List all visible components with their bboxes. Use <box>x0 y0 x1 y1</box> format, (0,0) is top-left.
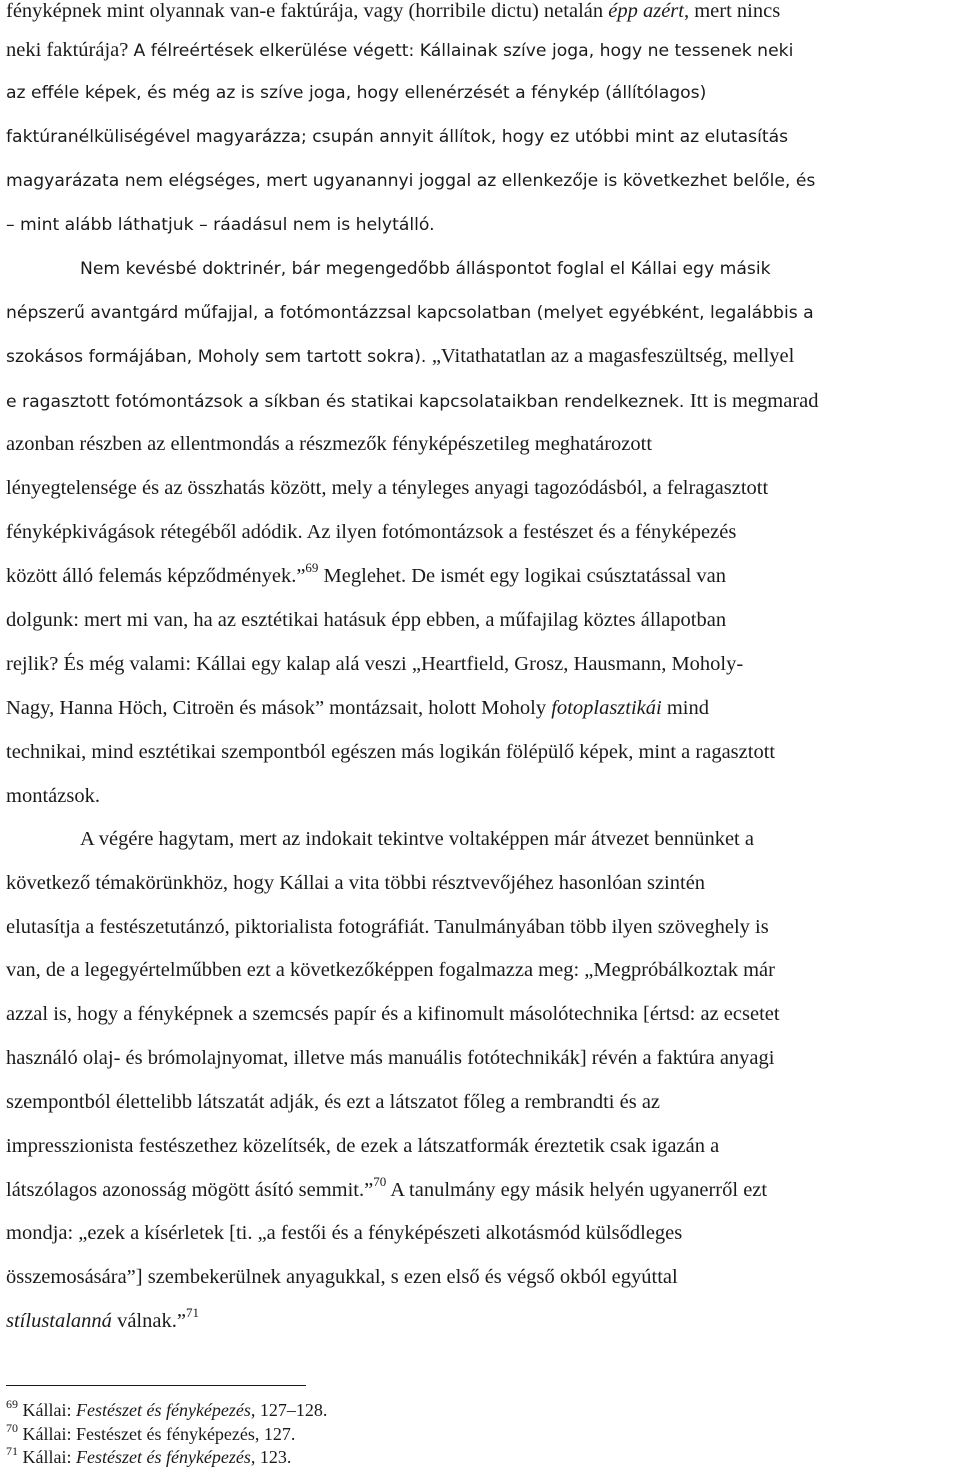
text-line: fényképnek mint olyannak van-e faktúrája, vagy (horribile dictu) netalán épp azért, mert nincs <box>6 0 781 22</box>
text-line: népszerű avantgárd műfajjal, a fotómontázzsal kapcsolatban (melyet egyébként, legalábbis a <box>6 303 814 323</box>
text-line: montázsok. <box>6 785 100 807</box>
text-line: használó olaj- és brómolajnyomat, illetve más manuális fotótechnikák] révén a faktúra anyagi <box>6 1047 775 1069</box>
text-line: impresszionista festészethez közelítsék, de ezek a látszatformák éreztetik csak igazán a <box>6 1135 720 1157</box>
text-line: technikai, mind esztétikai szempontból egészen más logikán fölépülő képek, mint a ragasztott <box>6 741 776 763</box>
text-line: azonban részben az ellentmondás a részmezők fényképészetileg meghatározott <box>6 433 653 455</box>
text-line: e ragasztott fotómontázsok a síkban és statikai kapcsolataikban rendelkeznek. Itt is megmarad <box>6 390 819 412</box>
text-line: azzal is, hogy a fényképnek a szemcsés papír és a kifinomult másolótechnika [értsd: az ecsetet <box>6 1003 780 1025</box>
text-line: faktúranélküliségével magyarázza; csupán annyit állítok, hogy ez utóbbi mint az elutasítás <box>6 127 789 147</box>
text-line: szokásos formájában, Moholy sem tartott sokra). „Vitathatatlan az a magasfeszültség, mellyel <box>6 345 795 367</box>
text-line: van, de a legegyértelműbben ezt a következőképpen fogalmazza meg: „Megpróbálkoztak már <box>6 959 775 981</box>
text-line: – mint alább láthatjuk – ráadásul nem is helytálló. <box>6 215 435 235</box>
text-line: Nem kevésbé doktrinér, bár megengedőbb álláspontot foglal el Kállai egy másik <box>80 259 771 279</box>
text-line: között álló felemás képződmények.”$^{69}$ Meglehet. De ismét egy logikai csúsztatással van <box>6 560 727 587</box>
text-line: rejlik? És még valami: Kállai egy kalap alá veszi „Heartfield, Grosz, Hausmann, Moholy- <box>6 653 744 675</box>
text-line: összemosására”] szembekerülnek anyagukkal, s ezen első és végső okból egyúttal <box>6 1266 678 1288</box>
text-line: látszólagos azonosság mögött ásító semmit.”$^{70}$ A tanulmány egy másik helyén ugyanerről ezt <box>6 1174 768 1201</box>
text-line: az efféle képek, és még az is szíve joga, hogy ellenérzését a fénykép (állítólagos) <box>6 83 707 103</box>
text-line: neki faktúrája? A félreértések elkerülése végett: Kállainak szíve joga, hogy ne tessenek neki <box>6 39 794 61</box>
text-line: szempontból élettelibb látszatát adják, és ezt a látszatot főleg a rembrandti és az <box>6 1091 661 1113</box>
footnote-ref[interactable]: 71 <box>185 1305 199 1321</box>
footnote: $^{71}$ Kállai: Festészet és fényképezés, 123. <box>6 1444 292 1467</box>
text-line: mondja: „ezek a kísérletek [ti. „a festői és a fényképészeti alkotásmód külsődleges <box>6 1222 683 1244</box>
text-line: Nagy, Hanna Höch, Citroën és mások” montázsait, holott Moholy fotoplasztikái mind <box>6 697 709 719</box>
text-line: A végére hagytam, mert az indokait tekintve voltaképpen már átvezet bennünket a <box>80 828 754 850</box>
text-line: stílustalanná válnak.”$^{71}$ <box>6 1305 199 1332</box>
text-line: magyarázata nem elégséges, mert ugyanannyi joggal az ellenkezője is következhet belőle, és <box>6 171 816 191</box>
footnote-ref[interactable]: 70 <box>373 1174 387 1190</box>
footnote-divider <box>6 1385 306 1386</box>
text-line: dolgunk: mert mi van, ha az esztétikai hatásuk épp ebben, a műfajilag köztes állapotban <box>6 609 727 631</box>
text-line: következő témakörünkhöz, hogy Kállai a vita többi résztvevőjéhez hasonlóan szintén <box>6 872 706 894</box>
text-line: lényegtelensége és az összhatás között, mely a tényleges anyagi tagozódásból, a felragasztott <box>6 477 769 499</box>
footnote: $^{70}$ Kállai: Festészet és fényképezés, 127. <box>6 1421 296 1444</box>
text-line: elutasítja a festészetutánzó, piktorialista fotográfiát. Tanulmányában több ilyen szöveghely is <box>6 916 769 938</box>
text-line: fényképkivágások rétegéből adódik. Az ilyen fotómontázsok a festészet és a fényképezés <box>6 521 737 543</box>
footnote: $^{69}$ Kállai: Festészet és fényképezés, 127–128. <box>6 1397 328 1420</box>
footnote-ref[interactable]: 69 <box>305 560 319 576</box>
